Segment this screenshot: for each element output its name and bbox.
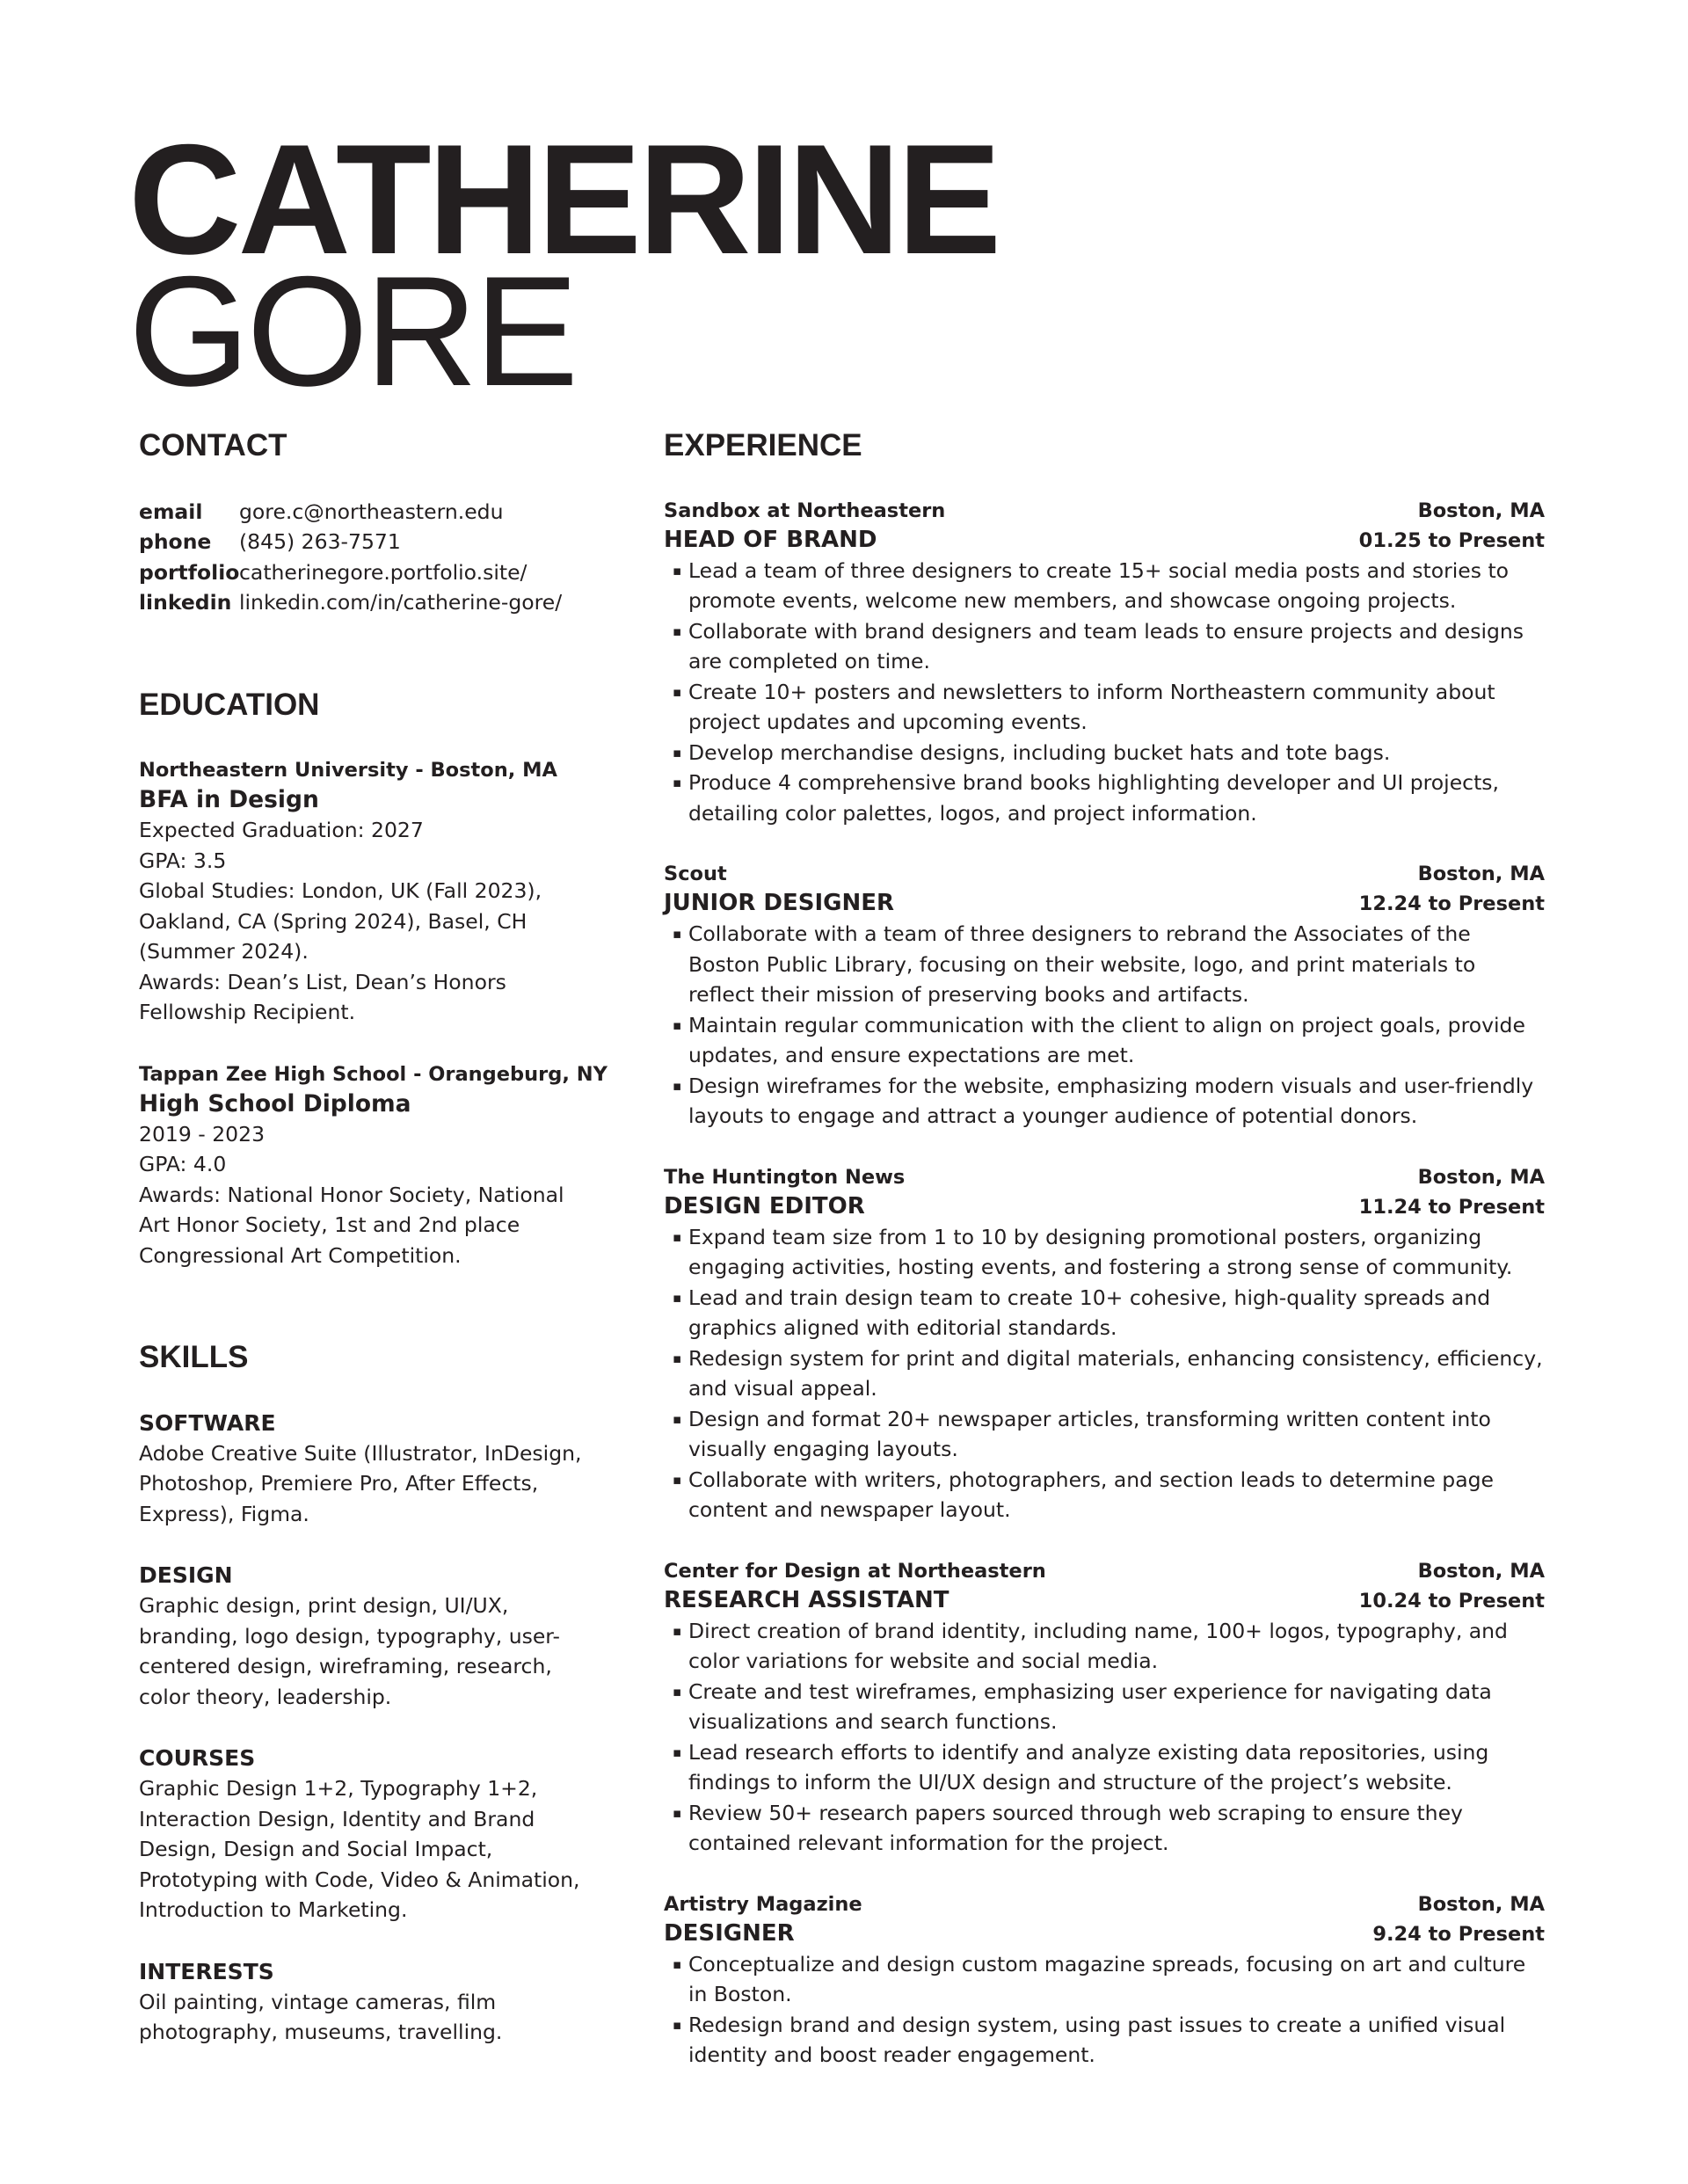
contact-title: CONTACT <box>139 428 287 462</box>
contact-linkedin-row <box>139 587 596 618</box>
job-title: DESIGN EDITOR <box>664 1192 865 1219</box>
job-subheader <box>664 1919 1545 1949</box>
job-bullets <box>664 1949 1545 2071</box>
skill-group <box>139 1957 596 2048</box>
skill-text: Adobe Creative Suite (Illustrator, InDesign, Photoshop, Premiere Pro, After Effects, Express), Figma. <box>139 1440 582 1526</box>
education-section <box>139 687 608 1271</box>
experience-title: EXPERIENCE <box>664 428 862 462</box>
linkedin-link[interactable]: linkedin.com/in/catherine-gore/ <box>239 590 563 615</box>
job-company: Scout <box>664 863 727 885</box>
job-location: Boston, MA <box>1417 1165 1545 1189</box>
contact-label: linkedin <box>139 590 232 615</box>
job-dates: 11.24 to Present <box>1358 1195 1545 1219</box>
bullet-item: ▪ Lead research efforts to identify and analyze existing data repositories, using findings to inform the UI/UX design and structure of the project’s website. <box>664 1737 1545 1798</box>
degree-name: High School Diploma <box>139 1089 411 1117</box>
bullet-item: ▪ Lead a team of three designers to create 15+ social media posts and stories to promote events, welcome new members, and showcase ongoing projects. <box>664 556 1545 616</box>
job-company: Artistry Magazine <box>664 1892 862 1916</box>
portfolio-link[interactable]: catherinegore.portfolio.site/ <box>239 559 528 585</box>
skill-text: Oil painting, vintage cameras, film photography, museums, travelling. <box>139 1989 503 2044</box>
bullet-item: ▪ Maintain regular communication with the client to align on project goals, provide updates, and ensure expectations are met. <box>664 1010 1545 1071</box>
skills-title: SKILLS <box>139 1340 249 1374</box>
job-bullets <box>664 1222 1545 1525</box>
job-entry <box>664 860 1545 1132</box>
job-title: JUNIOR DESIGNER <box>664 890 895 916</box>
name-last: GORE <box>128 244 576 419</box>
job-entry <box>664 497 1545 829</box>
bullet-item: ▪ Design and format 20+ newspaper articles, transforming written content into visually engaging layouts. <box>664 1404 1545 1465</box>
job-bullets <box>664 1616 1545 1859</box>
skill-heading: INTERESTS <box>139 1958 274 1984</box>
job-header <box>664 1890 1545 1919</box>
job-header <box>664 860 1545 889</box>
bullet-item: ▪ Expand team size from 1 to 10 by designing promotional posters, organizing engaging activities, hosting events, and fostering a strong sense of community. <box>664 1222 1545 1283</box>
job-header <box>664 1163 1545 1192</box>
job-company: Sandbox at Northeastern <box>664 499 946 522</box>
education-entry <box>139 1059 608 1271</box>
bullet-item: ▪ Direct creation of brand identity, including name, 100+ logos, typography, and color variations for website and social media. <box>664 1616 1545 1677</box>
job-entry <box>664 1890 1545 2071</box>
skill-text: Graphic Design 1+2, Typography 1+2, Interaction Design, Identity and Brand Design, Design and Social Impact, Prototyping with Code, Video & Animation, Introduction to Marketing. <box>139 1776 580 1922</box>
job-dates: 01.25 to Present <box>1358 528 1545 552</box>
bullet-item: ▪ Design wireframes for the website, emphasizing modern visuals and user-friendly layouts to engage and attract a younger audience of potential donors. <box>664 1071 1545 1132</box>
skill-group <box>139 1409 596 1530</box>
education-details: 2019 - 2023 GPA: 4.0 Awards: National Honor Society, National Art Honor Society, 1st and 2nd place Congressional Art Competition. <box>139 1121 564 1268</box>
bullet-item: ▪ Review 50+ research papers sourced through web scraping to ensure they contained relevant information for the project. <box>664 1798 1545 1859</box>
school-name: Tappan Zee High School - Orangeburg, NY <box>139 1062 608 1086</box>
skill-group <box>139 1561 596 1712</box>
job-subheader <box>664 526 1545 556</box>
job-subheader <box>664 1586 1545 1616</box>
right-column <box>664 429 1545 2071</box>
contact-label: phone <box>139 529 212 554</box>
contact-phone-row <box>139 527 596 557</box>
skill-group <box>139 1744 596 1926</box>
job-dates: 10.24 to Present <box>1358 1589 1545 1613</box>
contact-portfolio-row <box>139 557 596 588</box>
education-entry <box>139 755 596 1028</box>
job-subheader <box>664 1192 1545 1222</box>
job-entry <box>664 1163 1545 1525</box>
job-header <box>664 497 1545 526</box>
job-location: Boston, MA <box>1417 1559 1545 1583</box>
bullet-item: ▪ Create and test wireframes, emphasizing user experience for navigating data visualizations and search functions. <box>664 1677 1545 1737</box>
bullet-item: ▪ Collaborate with a team of three designers to rebrand the Associates of the Boston Public Library, focusing on their website, logo, and print materials to reflect their mission of preserving books and artifacts. <box>664 919 1545 1010</box>
skill-heading: SOFTWARE <box>139 1409 276 1436</box>
bullet-item: ▪ Conceptualize and design custom magazine spreads, focusing on art and culture in Boston. <box>664 1949 1545 2010</box>
skill-heading: COURSES <box>139 1745 256 1771</box>
education-details: Expected Graduation: 2027 GPA: 3.5 Global Studies: London, UK (Fall 2023), Oakland, CA (Spring 2024), Basel, CH (Summer 2024). Awards: Dean’s List, Dean’s Honors Fellowship Recipient. <box>139 818 542 1024</box>
contact-label: email <box>139 499 203 524</box>
job-dates: 12.24 to Present <box>1358 892 1545 915</box>
bullet-item: ▪ Lead and train design team to create 10+ cohesive, high-quality spreads and graphics aligned with editorial standards. <box>664 1283 1545 1343</box>
phone-link[interactable]: (845) 263-7571 <box>239 529 401 554</box>
job-company: The Huntington News <box>664 1165 906 1189</box>
contact-section <box>139 429 596 618</box>
bullet-item: ▪ Redesign system for print and digital materials, enhancing consistency, efficiency, and visual appeal. <box>664 1343 1545 1404</box>
skills-section <box>139 1341 596 2048</box>
job-header <box>664 1557 1545 1586</box>
left-column <box>139 428 608 2048</box>
job-location: Boston, MA <box>1417 499 1545 522</box>
job-bullets <box>664 556 1545 829</box>
bullet-item: ▪ Collaborate with brand designers and team leads to ensure projects and designs are completed on time. <box>664 616 1545 677</box>
job-title: DESIGNER <box>664 1919 795 1947</box>
name-first: CATHERINE <box>128 112 999 287</box>
contact-email-row <box>139 497 596 528</box>
job-location: Boston, MA <box>1417 863 1545 885</box>
bullet-item: ▪ Produce 4 comprehensive brand books highlighting developer and UI projects, detailing color palettes, logos, and project information. <box>664 768 1545 828</box>
email-link[interactable]: gore.c@northeastern.edu <box>239 499 504 524</box>
job-dates: 9.24 to Present <box>1372 1922 1545 1946</box>
job-subheader <box>664 889 1545 919</box>
bullet-item: ▪ Collaborate with writers, photographers, and section leads to determine page content and newspaper layout. <box>664 1465 1545 1525</box>
skill-text: Graphic design, print design, UI/UX, branding, logo design, typography, user-centered design, wireframing, research, color theory, leadership. <box>139 1593 560 1709</box>
skill-heading: DESIGN <box>139 1562 233 1588</box>
school-name: Northeastern University - Boston, MA <box>139 759 557 782</box>
bullet-item: ▪ Redesign brand and design system, using past issues to create a unified visual identity and boost reader engagement. <box>664 2010 1545 2071</box>
contact-label: portfolio <box>139 559 240 585</box>
degree-name: BFA in Design <box>139 786 319 813</box>
job-title: HEAD OF BRAND <box>664 526 877 553</box>
job-company: Center for Design at Northeastern <box>664 1559 1046 1583</box>
job-bullets <box>664 919 1545 1132</box>
education-title: EDUCATION <box>139 687 320 722</box>
job-entry <box>664 1557 1545 1859</box>
bullet-item: ▪ Create 10+ posters and newsletters to inform Northeastern community about project updates and upcoming events. <box>664 677 1545 738</box>
job-title: RESEARCH ASSISTANT <box>664 1586 950 1613</box>
job-location: Boston, MA <box>1417 1892 1545 1916</box>
bullet-item: ▪ Develop merchandise designs, including bucket hats and tote bags. <box>664 738 1545 768</box>
